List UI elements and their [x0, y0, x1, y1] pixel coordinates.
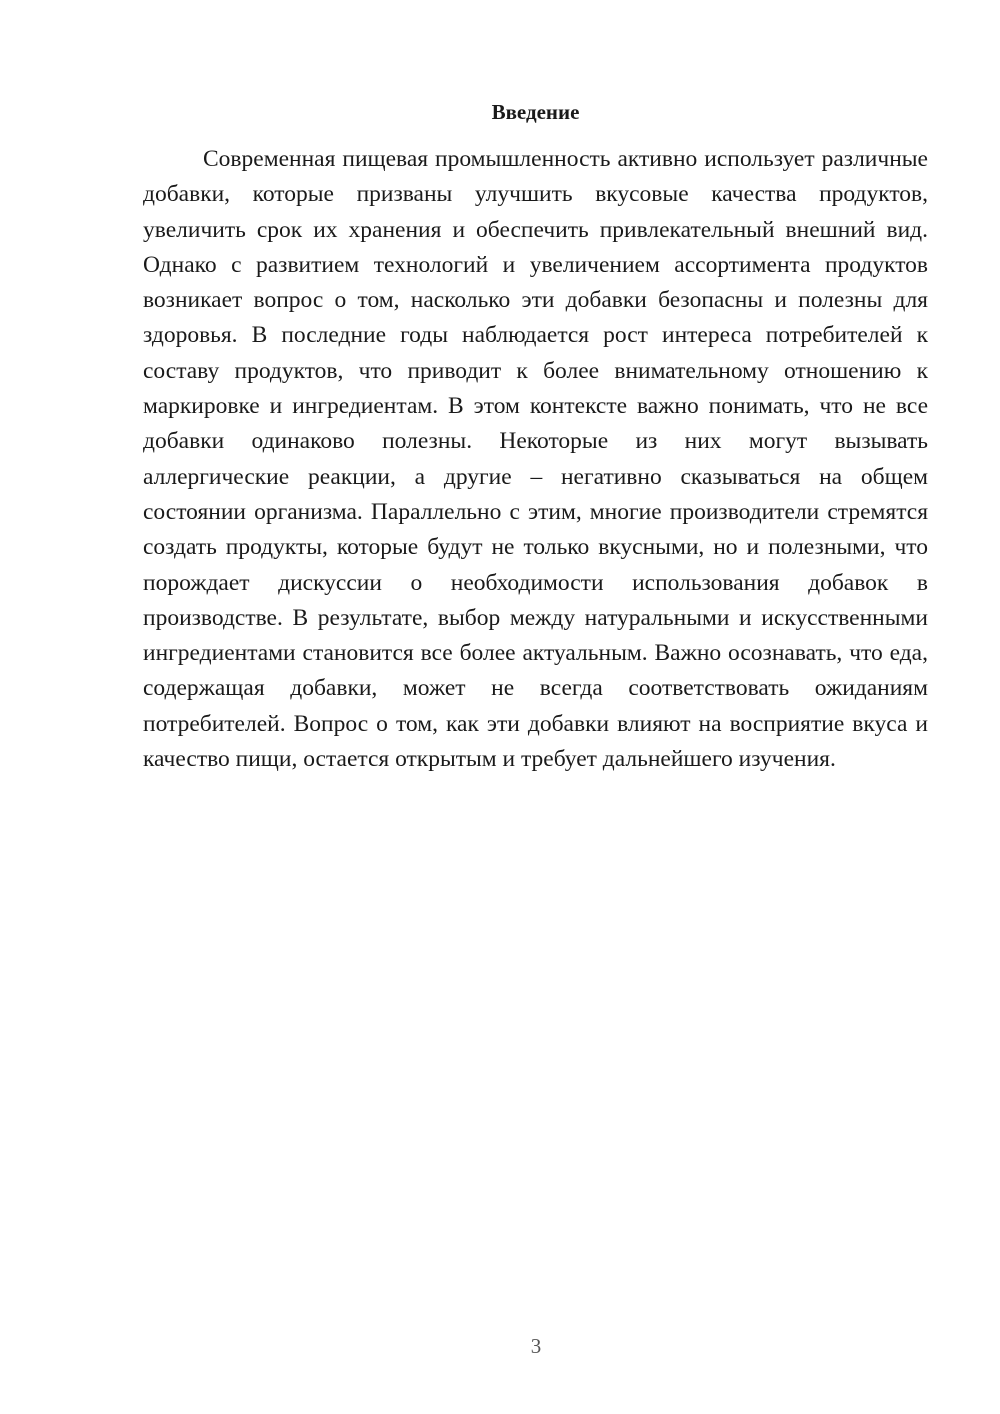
- page-number: 3: [530, 1334, 542, 1358]
- body-paragraph: Современная пищевая промышленность активно использует различные добавки, которые призваны улучшить вкусовые качества продуктов, увеличить срок их хранения и обеспечить привлекательный внешний вид. Однако с развитием технологий и увеличением ассортимента продуктов возникает вопрос о том, насколько эти добавки безопасны и полезны для здоровья. В последние годы наблюдается рост интереса потребителей к составу продуктов, что приводит к более внимательному отношению к маркировке и ингредиентам. В этом контексте важно понимать, что не все добавки одинаково полезны. Некоторые из них могут вызывать аллергические реакции, а другие – негативно сказываться на общем состоянии организма. Параллельно с этим, многие производители стремятся создать продукты, которые будут не только вкусными, но и полезными, что порождает дискуссии о необходимости использования добавок в производстве. В результате, выбор между натуральными и искусственными ингредиентами становится все более актуальным. Важно осознавать, что еда, содержащая добавки, может не всегда соответствовать ожиданиям потребителей. Вопрос о том, как эти добавки влияют на восприятие вкуса и качество пищи, остается открытым и требует дальнейшего изучения.: [143, 146, 928, 773]
- section-heading: Введение: [491, 100, 580, 124]
